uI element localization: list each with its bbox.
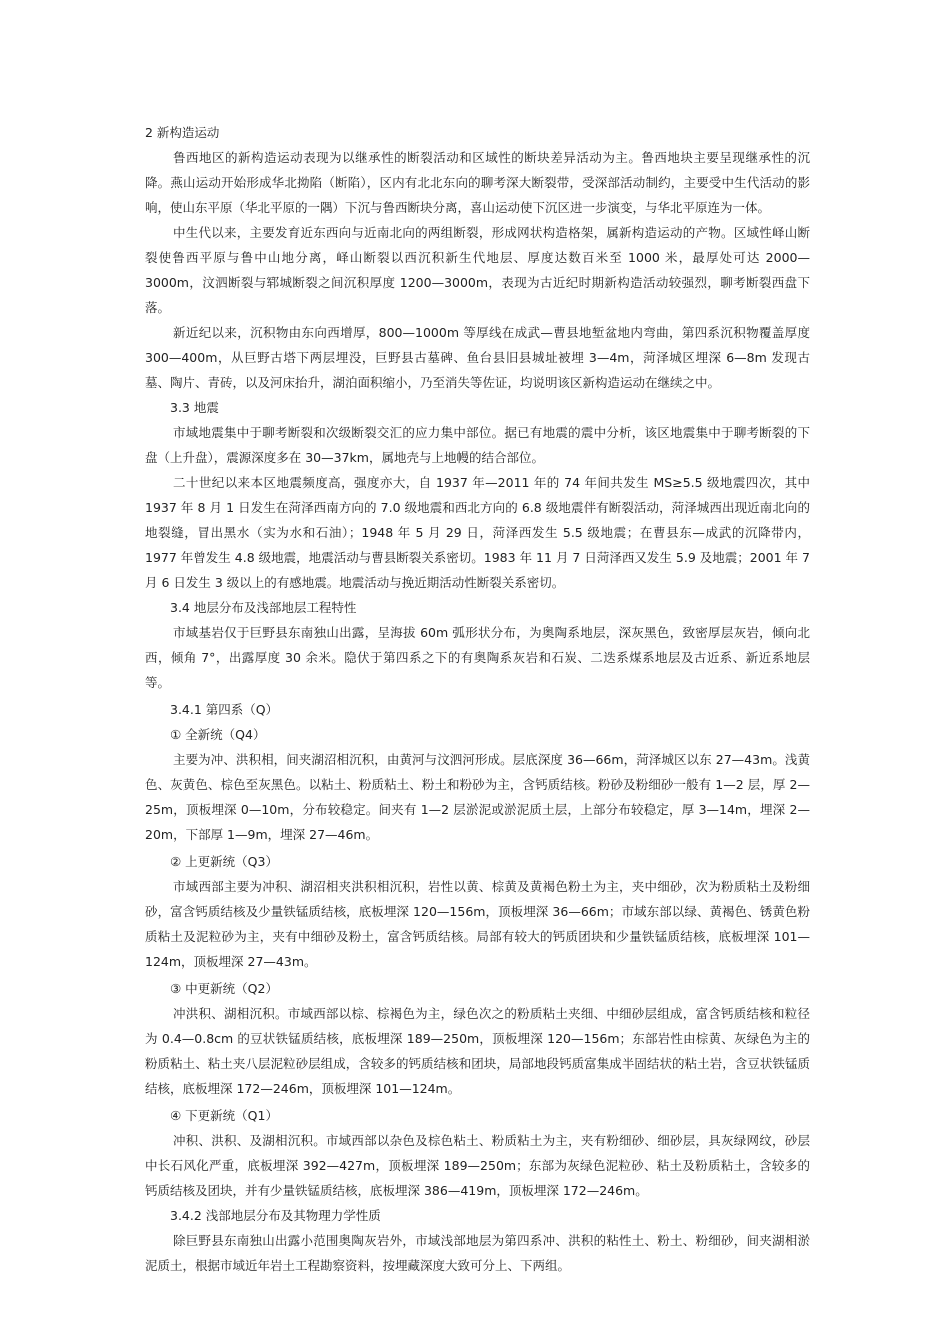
paragraph: 鲁西地区的新构造运动表现为以继承性的断裂活动和区域性的断块差异活动为主。鲁西地块主要呈现继承性的沉降。燕山运动开始形成华北拗陷（断陷），区内有北北东向的聊考深大断裂带，受深部活动制约，主要受中生代活动的影响，使山东平原（华北平原的一隅）下沉与鲁西断块分离，喜山运动使下沉区进一步演变，与华北平原连为一体。 [145, 150, 810, 215]
paragraph: 新近纪以来，沉积物由东向西增厚，800—1000m 等厚线在成武—曹县地堑盆地内弯曲，第四系沉积物覆盖厚度 300—400m，从巨野古塔下两层埋没，巨野县古墓碑、鱼台县旧县城址被埋 3—4m，菏泽城区埋深 6—8m 发现古墓、陶片、青砖，以及河床抬升，湖泊面积缩小，乃至消失等佐证，均说明该区新构造运动在继续之中。 [145, 325, 810, 390]
paragraph: 主要为冲、洪积相，间夹湖沼相沉积，由黄河与汶泗河形成。层底深度 36—66m，菏泽城区以东 27—43m。浅黄色、灰黄色、棕色至灰黑色。以粘土、粉质粘土、粉土和粉砂为主，含钙质结核。粉砂及粉细砂一般有 1—2 层，厚 2—25m，顶板埋深 0—10m，分布较稳定。间夹有 1—2 层淤泥或淤泥质土层，上部分布较稳定，厚 3—14m，埋深 2—20m，下部厚 1—9m，埋深 27—46m。 [145, 752, 810, 842]
section-heading-3-4-1: 3.4.1 第四系（Q） [170, 702, 279, 717]
paragraph: 市域基岩仅于巨野县东南独山出露，呈海拔 60m 弧形状分布，为奥陶系地层，深灰黑色，致密厚层灰岩，倾向北西，倾角 7°，出露厚度 30 余米。隐伏于第四系之下的有奥陶系灰岩和石炭、二迭系煤系地层及古近系、新近系地层等。 [145, 625, 810, 690]
paragraph: 除巨野县东南独山出露小范围奥陶灰岩外，市域浅部地层为第四系冲、洪积的粘性土、粉土、粉细砂，间夹湖相淤泥质土，根据市域近年岩土工程勘察资料，按埋藏深度大致可分上、下两组。 [145, 1233, 810, 1273]
subsection-heading-q2: ③ 中更新统（Q2） [170, 981, 278, 996]
paragraph: 中生代以来，主要发育近东西向与近南北向的两组断裂，形成网状构造格架，属新构造运动的产物。区域性峄山断裂使鲁西平原与鲁中山地分离，峄山断裂以西沉积新生代地层、厚度达数百米至 1000 米，最厚处可达 2000—3000m，汶泗断裂与郓城断裂之间沉积厚度 1200—3000m，表现为古近纪时期新构造活动较强烈，聊考断裂西盘下落。 [145, 225, 810, 315]
paragraph: 冲洪积、湖相沉积。市域西部以棕、棕褐色为主，绿色次之的粉质粘土夹细、中细砂层组成，富含钙质结核和粒径为 0.4—0.8cm 的豆状铁锰质结核，底板埋深 189—250m，顶板埋深 120—156m；东部岩性由棕黄、灰绿色为主的粉质粘土、粘土夹八层泥粒砂层组成，含较多的钙质结核和团块，局部地段钙质富集成半固结状的粘土岩，含豆状铁锰质结核，底板埋深 172—246m，顶板埋深 101—124m。 [145, 1006, 810, 1096]
subsection-heading-q4: ① 全新统（Q4） [170, 727, 266, 742]
section-heading-3-4: 3.4 地层分布及浅部地层工程特性 [170, 600, 357, 615]
section-heading-3-4-2: 3.4.2 浅部地层分布及其物理力学性质 [170, 1208, 381, 1223]
subsection-heading-q1: ④ 下更新统（Q1） [170, 1108, 278, 1123]
paragraph: 市域西部主要为冲积、湖沼相夹洪积相沉积，岩性以黄、棕黄及黄褐色粉土为主，夹中细砂，次为粉质粘土及粉细砂，富含钙质结核及少量铁锰质结核，底板埋深 120—156m，顶板埋深 36—66m；市域东部以绿、黄褐色、锈黄色粉质粘土及泥粒砂为主，夹有中细砂及粉土，富含钙质结核。局部有较大的钙质团块和少量铁锰质结核，底板埋深 101—124m，顶板埋深 27—43m。 [145, 879, 810, 969]
document-body [145, 120, 810, 1278]
paragraph: 冲积、洪积、及湖相沉积。市域西部以杂色及棕色粘土、粉质粘土为主，夹有粉细砂、细砂层，具灰绿网纹，砂层中长石风化严重，底板埋深 392—427m，顶板埋深 189—250m；东部为灰绿色泥粒砂、粘土及粉质粘土，含较多的钙质结核及团块，并有少量铁锰质结核，底板埋深 386—419m，顶板埋深 172—246m。 [145, 1133, 810, 1198]
paragraph: 二十世纪以来本区地震频度高，强度亦大，自 1937 年—2011 年的 74 年间共发生 MS≥5.5 级地震四次，其中 1937 年 8 月 1 日发生在菏泽西南方向的 7.0 级地震和西北方向的 6.8 级地震伴有断裂活动，菏泽城西出现近南北向的地裂缝，冒出黑水（实为水和石油）；1948 年 5 月 29 日，菏泽西发生 5.5 级地震；在曹县东—成武的沉降带内，1977 年曾发生 4.8 级地震，地震活动与曹县断裂关系密切。1983 年 11 月 7 日菏泽西又发生 5.9 及地震；2001 年 7 月 6 日发生 3 级以上的有感地震。地震活动与挽近期活动性断裂关系密切。 [145, 475, 810, 590]
paragraph: 市域地震集中于聊考断裂和次级断裂交汇的应力集中部位。据已有地震的震中分析，该区地震集中于聊考断裂的下盘（上升盘），震源深度多在 30—37km，属地壳与上地幔的结合部位。 [145, 425, 810, 465]
section-heading-3-3: 3.3 地震 [170, 400, 219, 415]
section-heading-2: 2 新构造运动 [145, 125, 220, 140]
subsection-heading-q3: ② 上更新统（Q3） [170, 854, 278, 869]
